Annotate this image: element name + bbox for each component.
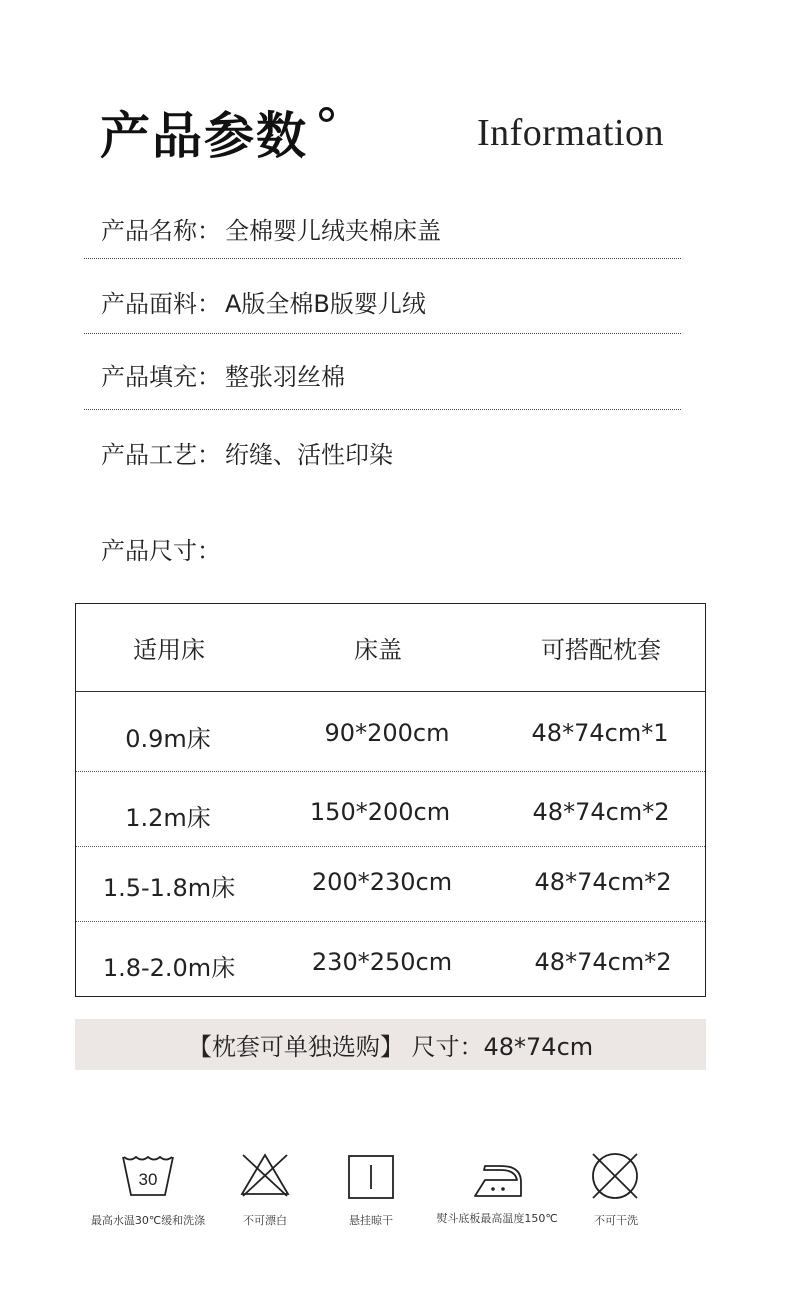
- table-row-divider: [76, 921, 705, 922]
- spec-value: 全棉婴儿绒夹棉床盖: [225, 217, 441, 245]
- divider: [84, 258, 681, 259]
- care-label-iron: 熨斗底板最高温度150℃: [436, 1212, 558, 1225]
- hang-dry-icon: [347, 1154, 395, 1200]
- wash-temperature: 30: [138, 1170, 158, 1189]
- table-cell: 150*200cm: [309, 798, 451, 826]
- spec-value: 整张羽丝棉: [225, 363, 345, 391]
- divider: [84, 409, 681, 410]
- care-label-dry-clean: 不可干洗: [594, 1214, 638, 1227]
- spec-filling: [101, 357, 345, 392]
- page-title: 产品参数: [100, 107, 308, 165]
- no-dry-clean-icon: [589, 1150, 641, 1202]
- spec-value: A版全棉B版婴儿绒: [225, 290, 426, 318]
- table-cell: 48*74cm*1: [531, 719, 669, 747]
- table-header-bed: 适用床: [133, 636, 205, 664]
- spec-label: 产品工艺：: [101, 441, 221, 469]
- spec-name: [101, 211, 441, 246]
- table-cell: 48*74cm*2: [534, 948, 672, 976]
- table-cell: 200*230cm: [311, 868, 453, 896]
- table-cell: 1.8-2.0m床: [102, 954, 236, 982]
- divider: [84, 333, 681, 334]
- table-row-divider: [76, 846, 705, 847]
- spec-label: 产品填充：: [101, 363, 221, 391]
- size-section-title: 产品尺寸：: [101, 537, 221, 565]
- care-label-wash: 最高水温30℃缓和洗涤: [90, 1214, 206, 1227]
- care-label-bleach: 不可漂白: [243, 1214, 287, 1227]
- no-bleach-icon: [239, 1152, 291, 1198]
- spec-label: 产品面料：: [101, 290, 221, 318]
- table-header-divider: [76, 691, 705, 692]
- table-header-cover: 床盖: [354, 636, 402, 664]
- table-cell: 90*200cm: [324, 719, 450, 747]
- table-cell: 48*74cm*2: [534, 868, 672, 896]
- spec-fabric: [101, 284, 426, 319]
- table-cell: 1.2m床: [125, 804, 211, 832]
- care-label-dry: 悬挂晾干: [349, 1214, 393, 1227]
- wash-30-icon: [121, 1153, 175, 1199]
- table-cell: 1.5-1.8m床: [102, 874, 236, 902]
- page-subtitle-english: Information: [477, 112, 665, 154]
- table-cell: 48*74cm*2: [532, 798, 670, 826]
- iron-medium-icon: [471, 1160, 523, 1200]
- table-cell: 230*250cm: [311, 948, 453, 976]
- table-header-pillowcase: 可搭配枕套: [541, 636, 661, 664]
- spec-value: 绗缝、活性印染: [225, 441, 393, 469]
- table-cell: 0.9m床: [125, 725, 211, 753]
- pillowcase-note: 【枕套可单独选购】 尺寸：48*74cm: [75, 1019, 706, 1070]
- title-dot-ornament: [319, 107, 334, 122]
- spec-label: 产品名称：: [101, 217, 221, 245]
- spec-craft: [101, 435, 393, 470]
- size-table: [75, 603, 706, 997]
- table-row-divider: [76, 771, 705, 772]
